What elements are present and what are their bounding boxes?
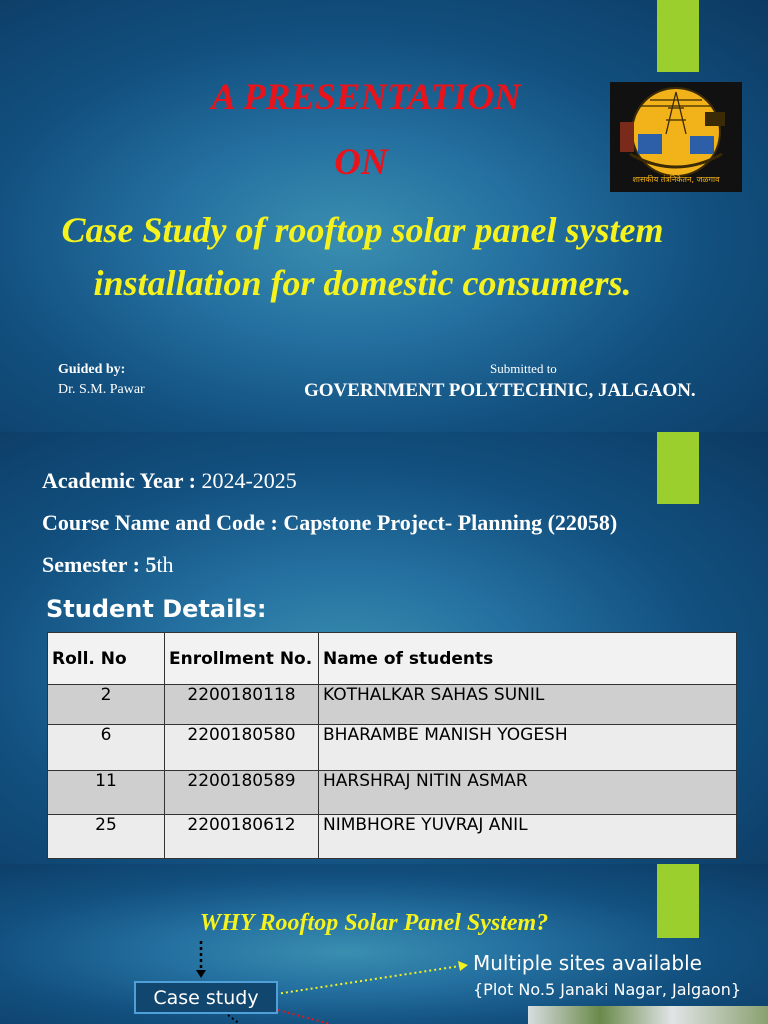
slide-details (0, 432, 768, 864)
flow-arrows (0, 864, 768, 1024)
student-name-cell: KOTHALKAR SAHAS SUNIL (319, 685, 737, 725)
semester-suffix: th (156, 552, 174, 577)
guide-name: Dr. S.M. Pawar (58, 382, 145, 397)
submitted-to-label: Submitted to (490, 361, 557, 376)
guided-by-label: Guided by: (58, 362, 126, 377)
table-row (48, 685, 737, 725)
enrollment-cell: 2200180580 (165, 725, 319, 771)
student-name-cell: NIMBHORE YUVRAJ ANIL (319, 815, 737, 859)
institute-logo (610, 82, 742, 192)
project-title: Case Study of rooftop solar panel system installation for domestic consumers. (61, 210, 664, 303)
header-enrollment: Enrollment No. (165, 633, 319, 685)
academic-year-label: Academic Year : (42, 468, 202, 493)
student-table (47, 632, 737, 859)
enrollment-cell: 2200180118 (165, 685, 319, 725)
slide-title (0, 0, 768, 432)
table-row (48, 725, 737, 771)
header-name: Name of students (319, 633, 737, 685)
roll-cell: 25 (48, 815, 165, 859)
enrollment-cell: 2200180589 (165, 771, 319, 815)
presentation-heading: A PRESENTATION (211, 77, 521, 118)
table-row (48, 815, 737, 859)
student-name-cell: HARSHRAJ NITIN ASMAR (319, 771, 737, 815)
site-photo (528, 1006, 768, 1024)
roll-cell: 6 (48, 725, 165, 771)
green-accent-bar (657, 0, 699, 72)
academic-year (42, 468, 297, 494)
enrollment-cell: 2200180612 (165, 815, 319, 859)
header-roll: Roll. No (48, 633, 165, 685)
green-accent-bar (657, 432, 699, 504)
table-row (48, 771, 737, 815)
semester-value: 5 (145, 552, 157, 577)
why-heading: WHY Rooftop Solar Panel System? (199, 910, 549, 936)
logo-caption: शासकीय तंत्रनिकेतन, जळगाव (632, 175, 720, 184)
semester-label: Semester : (42, 552, 146, 577)
plot-address: {Plot No.5 Janaki Nagar, Jalgaon} (473, 980, 742, 999)
institute-name: GOVERNMENT POLYTECHNIC, JALGAON. (304, 380, 696, 401)
student-name-cell: BHARAMBE MANISH YOGESH (319, 725, 737, 771)
table-header-row (48, 633, 737, 685)
multiple-sites-text: Multiple sites available (473, 951, 702, 975)
on-heading: ON (334, 142, 388, 183)
student-details-heading: Student Details: (46, 595, 267, 623)
semester (42, 552, 174, 578)
slide-why (0, 864, 768, 1024)
academic-year-value: 2024-2025 (201, 468, 297, 493)
course-name: Course Name and Code : Capstone Project- Planning (22058) (42, 510, 618, 535)
roll-cell: 11 (48, 771, 165, 815)
case-study-box: Case study (134, 981, 278, 1014)
roll-cell: 2 (48, 685, 165, 725)
